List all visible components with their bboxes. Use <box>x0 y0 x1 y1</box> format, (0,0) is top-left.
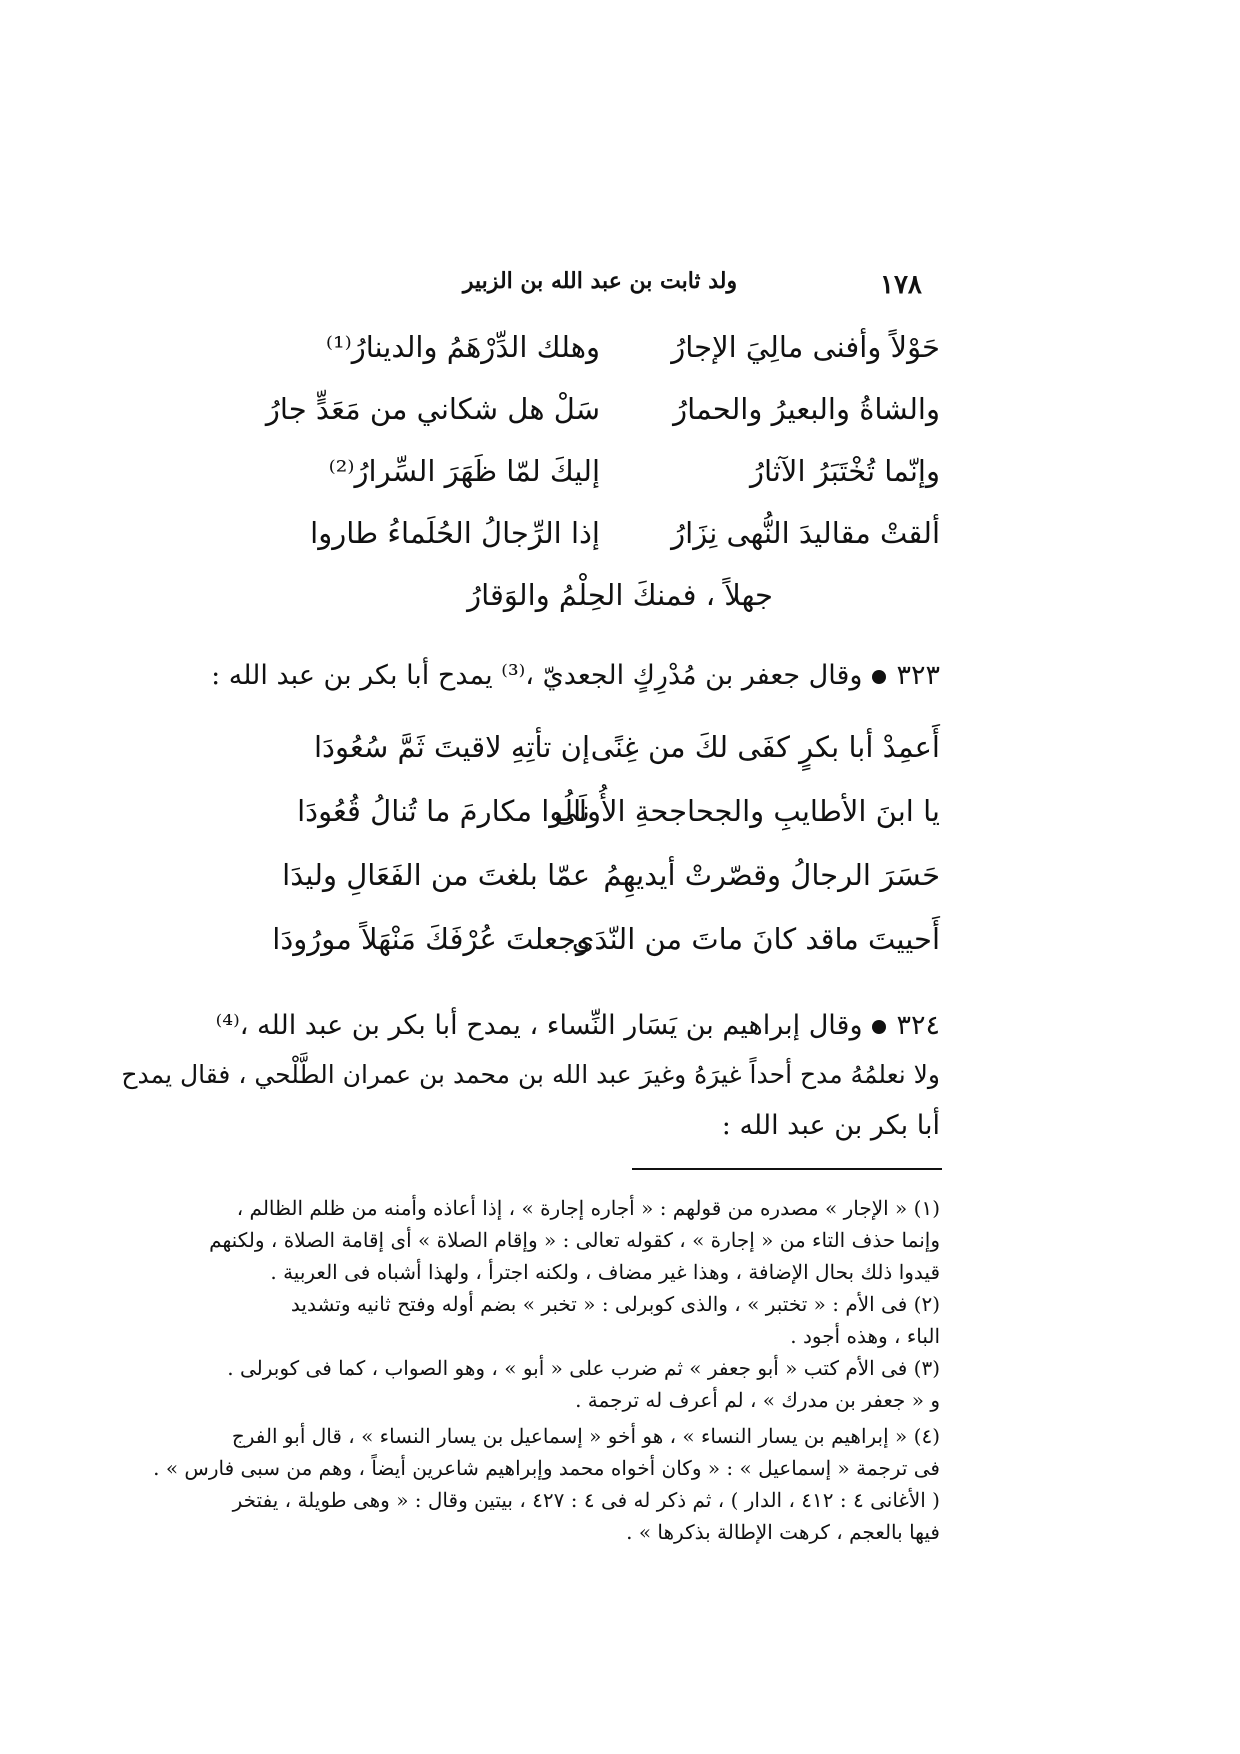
verse-3-second-hemistich: إليكَ لمّا ظَهَرَ السِّرارُ⁽²⁾ <box>328 454 600 488</box>
verse-4-second-hemistich: إذا الرِّجالُ الحُلَماءُ طاروا <box>310 516 600 550</box>
section-323-intro-text: وقال جعفر بن مُدْرِكٍ الجعديّ ،⁽³⁾ يمدح أبا بكر بن عبد الله : <box>211 660 863 691</box>
poem-323-verse-2-second: نالُوا مكارمَ ما تُنالُ قُعُودَا <box>297 794 590 828</box>
poem-323-verse-1-second: إن تأتِهِ لاقيتَ ثَمَّ سُعُودَا <box>314 730 590 764</box>
verse-2-first-hemistich: والشاةُ والبعيرُ والحمارُ <box>673 392 940 426</box>
verse-4-continuation: جهلاً ، فمنكَ الحِلْمُ والوَقارُ <box>467 578 773 612</box>
section-324-line-2: ولا نعلمُهُ مدح أحداً غيرَهُ وغيرَ عبد الله بن محمد بن عمران الطَّلْحي ، فقال يمدح <box>121 1060 940 1089</box>
footnote-line-4: (٢) فى الأم : « تختبر » ، والذى كوبرلى : « تخبر » بضم أوله وفتح ثانيه وتشديد <box>290 1292 940 1316</box>
verse-3-first-hemistich: وإنّما تُخْتَبَرُ الآثارُ <box>750 454 940 488</box>
page-number: ١٧٨ <box>880 270 922 300</box>
footnote-line-11: فيها بالعجم ، كرهت الإطالة بذكرها » . <box>626 1520 940 1544</box>
poem-323-verse-3-second: عمّا بلغتَ من الفَعَالِ وليدَا <box>282 858 590 892</box>
footnote-line-7: و « جعفر بن مدرك » ، لم أعرف له ترجمة . <box>575 1388 940 1412</box>
section-324-line-1 <box>215 1010 940 1041</box>
footnote-line-9: فى ترجمة « إسماعيل » : « وكان أخواه محمد وإبراهيم شاعرين أيضاً ، وهم من سبى فارس » . <box>153 1456 940 1480</box>
running-title: ولد ثابت بن عبد الله بن الزبير <box>462 268 738 294</box>
verse-4-first-hemistich: ألقتْ مقاليدَ النُّهى نِزَارُ <box>671 516 940 550</box>
verse-2-second-hemistich: سَلْ هل شكاني من مَعَدٍّ جارُ <box>265 392 600 426</box>
verse-1-first-hemistich: حَوْلاً وأفنى مالِيَ الإجارُ <box>671 330 940 364</box>
bullet-icon <box>872 1020 886 1034</box>
poem-323-verse-4-first: أَحييتَ ماقد كانَ ماتَ من النّدَى <box>571 922 940 956</box>
section-324-number: ٣٢٤ <box>896 1010 940 1041</box>
section-324-line-3: أبا بكر بن عبد الله : <box>721 1110 940 1141</box>
footnote-line-8: (٤) « إبراهيم بن يسار النساء » ، هو أخو « إسماعيل بن يسار النساء » ، قال أبو الفرج <box>231 1424 940 1448</box>
footnote-line-6: (٣) فى الأم كتب « أبو جعفر » ثم ضرب على « أبو » ، وهو الصواب ، كما فى كوبرلى . <box>227 1356 940 1380</box>
section-323-number: ٣٢٣ <box>896 660 940 691</box>
footnote-line-10: ( الأغانى ٤ : ٤١٢ ، الدار ) ، ثم ذكر له فى ٤ : ٤٢٧ ، بيتين وقال : « وهى طويلة ، يفتخر <box>232 1488 940 1512</box>
footnote-line-5: الباء ، وهذه أجود . <box>790 1324 940 1348</box>
footnote-line-2: وإنما حذف التاء من « إجارة » ، كقوله تعالى : « وإقام الصلاة » أى إقامة الصلاة ، ولكنهم <box>209 1228 940 1252</box>
verse-1-second-hemistich: وهلك الدِّرْهَمُ والدينارُ⁽¹⁾ <box>325 330 600 364</box>
poem-323-verse-4-second: وجعلتَ عُرْفَكَ مَنْهَلاً مورُودَا <box>272 922 590 956</box>
poem-323-verse-1-first: أَعمِدْ أبا بكرٍ كفَى لكَ من غِنًى <box>590 730 940 764</box>
bullet-icon <box>872 670 886 684</box>
footnote-line-3: قيدوا ذلك بحال الإضافة ، وهذا غير مضاف ، ولكنه اجترأ ، ولهذا أشباه فى العربية . <box>270 1260 940 1284</box>
footnote-separator <box>632 1168 942 1170</box>
poem-323-verse-3-first: حَسَرَ الرجالُ وقصّرتْ أيديهِمُ <box>603 858 940 892</box>
section-323-intro <box>211 660 940 691</box>
footnote-line-1: (١) « الإجار » مصدره من قولهم : « أجاره إجارة » ، إذا أعاذه وأمنه من ظلم الظالم ، <box>236 1196 940 1220</box>
section-324-line-1-text: وقال إبراهيم بن يَسَار النِّساء ، يمدح أبا بكر بن عبد الله ،⁽⁴⁾ <box>215 1010 863 1041</box>
poem-323-verse-2-first: يا ابنَ الأطايبِ والجحاجحةِ الأُولَى <box>553 794 940 828</box>
